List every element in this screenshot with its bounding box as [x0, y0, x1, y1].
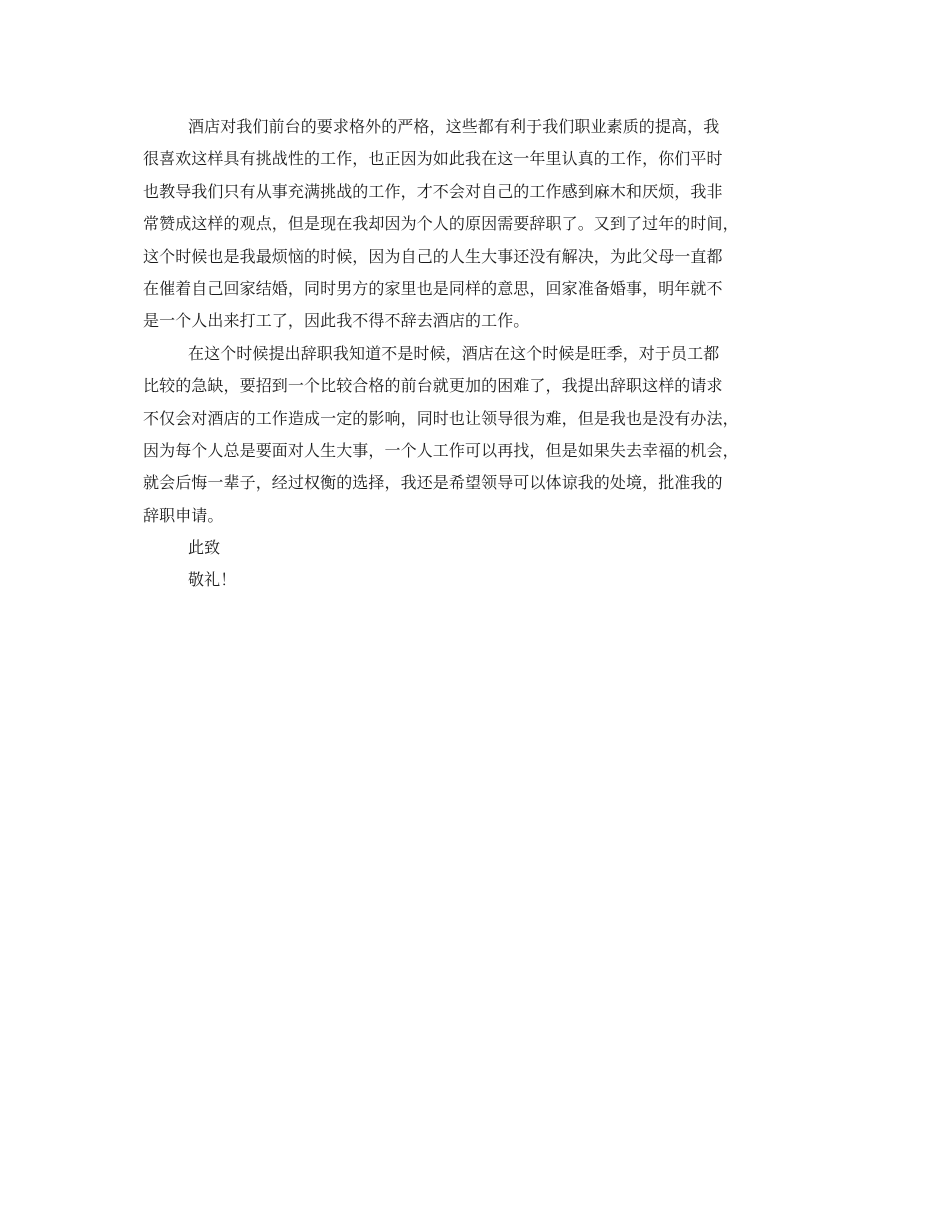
closing-salutation: 此致: [188, 538, 221, 558]
paragraph-line: 很喜欢这样具有挑战性的工作，也正因为如此我在这一年里认真的工作，你们平时: [143, 149, 723, 169]
paragraph-line: 这个时候也是我最烦恼的时候，因为自己的人生大事还没有解决，为此父母一直都: [143, 246, 723, 266]
letter-body: [143, 111, 823, 597]
letter-closing: [143, 532, 823, 597]
paragraph-line: 比较的急缺，要招到一个比较合格的前台就更加的困难了，我提出辞职这样的请求: [143, 376, 723, 396]
paragraph-line: 因为每个人总是要面对人生大事，一个人工作可以再找，但是如果失去幸福的机会，: [143, 440, 739, 460]
paragraph-2: [143, 338, 823, 532]
paragraph-line: 就会后悔一辈子，经过权衡的选择，我还是希望领导可以体谅我的处境，批准我的: [143, 473, 723, 493]
paragraph-1: [143, 111, 823, 338]
paragraph-line: 在催着自己回家结婚，同时男方的家里也是同样的意思，回家准备婚事，明年就不: [143, 278, 723, 298]
paragraph-line: 也教导我们只有从事充满挑战的工作，才不会对自己的工作感到麻木和厌烦，我非: [143, 181, 723, 201]
paragraph-line: 酒店对我们前台的要求格外的严格，这些都有利于我们职业素质的提高，我: [188, 117, 720, 136]
closing-regards: 敬礼！: [188, 570, 237, 590]
paragraph-line: 常赞成这样的观点，但是现在我却因为个人的原因需要辞职了。又到了过年的时间，: [143, 214, 739, 234]
paragraph-line: 不仅会对酒店的工作造成一定的影响，同时也让领导很为难，但是我也是没有办法，: [143, 408, 739, 428]
paragraph-line: 是一个人出来打工了，因此我不得不辞去酒店的工作。: [143, 311, 530, 331]
paragraph-line: 在这个时候提出辞职我知道不是时候，酒店在这个时候是旺季，对于员工都: [188, 343, 720, 363]
paragraph-line: 辞职申请。: [143, 505, 224, 525]
